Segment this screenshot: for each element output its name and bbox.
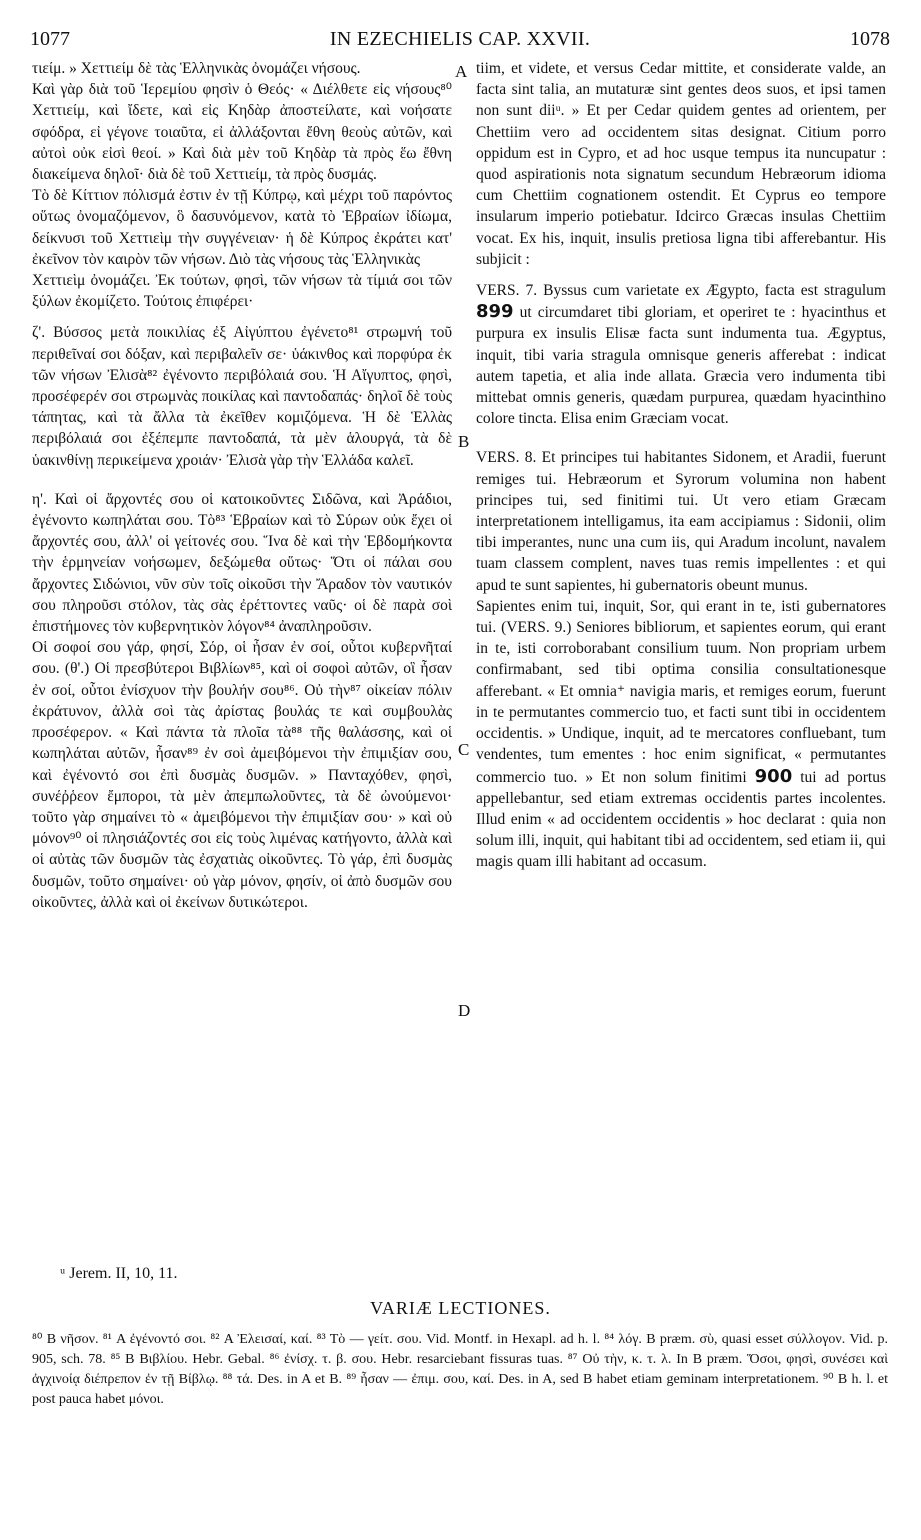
spacer bbox=[32, 471, 452, 489]
running-header bbox=[30, 28, 890, 54]
variae-lectiones bbox=[32, 1330, 888, 1410]
spacer bbox=[476, 429, 886, 447]
greek-paragraph: Τὸ δὲ Κίττιον πόλισμά ἐστιν ἐν τῇ Κύπρῳ, καὶ μέχρι τοῦ παρόντος οὕτως ὀνομαζόμενον, ὃ δασυνόμενον, κατὰ τὸ Ἑβραίων ἰδίωμα, δείκνυσι τοῦ Χεττιεὶμ τὴν συγγένειαν· ἡ δὲ Κύπρος ἐκράτει κατ' ἐκεῖνον τὸν καιρὸν τῶν νήσων. Διὸ τὰς νήσους τὰς Ἑλληνικὰς bbox=[32, 187, 452, 268]
spacer bbox=[476, 270, 886, 280]
greek-verse-9: Οἱ σοφοί σου γάρ, φησί, Σόρ, οἱ ἦσαν ἐν σοί, οὗτοι κυβερνῆταί σου. (θ'.) Οἱ πρεσβύτεροι Βιβλίων⁸⁵, καὶ οἱ σοφοὶ αὐτῶν, οἳ ἦσαν ἐν σοί, οὗτοι ἐνίσχυον τὴν βουλήν σου⁸⁶. Οὐ τὴν⁸⁷ οἰκείαν πόλιν ἐκράτυνον, ἀλλὰ σοὶ τὰς ἀρίστας βουλάς τε καὶ συμβουλὰς προσέφερον. « Καὶ πάντα τὰ πλοῖα τὰ⁸⁸ τῆς θαλάσσης, καὶ οἱ κωπηλάται αὐτῶν, ἦσαν⁸⁹ ἐν σοὶ ἀμειβόμενοι τὴν ἐπιμιξίαν σου, καὶ ἐγένοντό σοι ἐπὶ δυσμὰς δυσμῶν. » Πανταχόθεν, φησὶ, συνέῤῥεον ἔμποροι, τὰ μὲν ἀπεμπωλοῦντες, τὰ δὲ ὠνούμενοι· τοῦτο γὰρ σημαίνει τὸ « ἀμειβόμενοι τὴν ἐπιμιξίαν σου· » καὶ οὐ μόνον⁹⁰ οἱ πλησιάζοντές σοι εἰς τοὺς λιμένας κατήγοντο, ἀλλὰ καὶ οἱ αὐτὰς τῶν δυσμῶν τὰς ἐσχατιὰς οἰκοῦντες. Τὸ γάρ, ἐπὶ δυσμὰς δυσμῶν, τοῦτο σημαίνει· οὐ γὰρ μόνον, φησίν, οἱ ἀπὸ δυσμῶν σου οἰκοῦντες, ἀλλὰ καὶ οἱ ἐκείνων δυτικώτεροι. bbox=[32, 639, 452, 911]
margin-marker-a: A bbox=[455, 62, 468, 81]
greek-paragraph: τιείμ. » Χεττιείμ δὲ τὰς Ἑλληνικὰς ὀνομάζει νήσους. bbox=[32, 60, 361, 77]
page-number-left: 1077 bbox=[30, 28, 70, 50]
latin-verse-9-start: Sapientes enim tui, inquit, Sor, qui erant in te, isti gubernatores tui. (VERS. 9.) Seniores bibliorum, et sapientes eorum, qui erant in te, isti corroborabant consilium tuum. Non propriam urbem confirmabant, sed tibi optima consilia consultationesque afferebant. « Et omnia⁺ navigia maris, et remiges eorum, fuerunt in te permutantes commercio tuo, et facti sunt tibi in occidentem occidentis. » Undique, inquit, ad te mercatores confluebant, tum vendentes, tum ementes : hoc enim significat, « permutantes commercio tuo. » Et non solum finitimi bbox=[476, 597, 886, 786]
margin-marker-c: C bbox=[458, 740, 470, 759]
greek-paragraph: Καὶ γὰρ διὰ τοῦ Ἱερεμίου φησὶν ὁ Θεός· « Διέλθετε εἰς νήσους⁸⁰ Χεττιείμ, καὶ ἴδετε, καὶ εἰς Κηδὰρ ἀποστείλατε, καὶ νοήσατε σφόδρα, εἰ γέγονε τοιαῦτα, εἰ ἀλλάξονται ἔθνη θεοὺς αὐτῶν, καὶ αὐτοὶ οὐκ εἰσὶ θεοί. » Καὶ διὰ μὲν τοῦ Κηδὰρ τὰ πρὸς ἕω ἔθνη διακείμενα δηλοῖ· διὰ δὲ τοῦ Χεττιείμ, τὰ πρὸς δυσμάς. bbox=[32, 81, 452, 184]
column-number-899: 899 bbox=[476, 301, 514, 323]
latin-verse-7-start: VERS. 7. Byssus cum varietate ex Ægypto, facta est stragulum bbox=[476, 282, 886, 300]
margin-marker-d: D bbox=[458, 1001, 471, 1020]
greek-paragraph: Χεττιεὶμ ὀνομάζει. Ἐκ τούτων, φησὶ, τῶν νήσων τὰ τίμιά σοι τῶν ξύλων ἐκομίζετο. Τούτοις ἐπιφέρει· bbox=[32, 272, 452, 311]
variae-lectiones-text: ⁸⁰ B νῆσον. ⁸¹ A ἐγένοντό σοι. ⁸² A Ἐλεισαί, καί. ⁸³ Τὸ — γείτ. σου. Vid. Montf. in Hexapl. ad h. l. ⁸⁴ λόγ. B præm. σὺ, quasi esset σύλλογον. Vid. p. 905, sch. 78. ⁸⁵ B Βιβλίου. Hebr. Gebal. ⁸⁶ ἐνίσχ. τ. β. σου. Hebr. resarciebant fissuras tuas. ⁸⁷ Οὐ τὴν, κ. τ. λ. In B præm. Ὅσοι, φησὶ, συνέσει καὶ ἀγχινοίᾳ διέπρεπον ἐν τῇ Βίβλῳ. ⁸⁸ τά. Des. in A et B. ⁸⁹ ἦσαν — ἐπιμ. σου, καί. Des. in A, sed B habet etiam geminam interpretationem. ⁹⁰ B h. l. et post pauca habet μόνοι. bbox=[32, 1332, 888, 1407]
spacer bbox=[32, 312, 452, 322]
latin-verse-9 bbox=[476, 596, 886, 873]
latin-paragraph: tiim, et videte, et versus Cedar mittite, et considerate valde, an facta sint talia, an mutaturæ sint gentes deos suos, et ipsi tamen non sunt diiᵘ. » Et per Cedar quidem gentes ad orientem, per Chettiim vero ad occidentem sitas designat. Citium porro oppidum est in Cypro, et ad hoc usque tempus ita nuncupatur : quod aspirationis nota signatum secundum Hebræorum idioma cum Chettiim cognationem ostendit. Et Cyprus eo tempore insularum imperio potiebatur. Idcirco Græcas insulas Chettiim vocat. Ex his, inquit, insulis pretiosa ligna tibi afferebantur. His subjicit : bbox=[476, 60, 886, 268]
column-number-900: 900 bbox=[754, 765, 793, 787]
running-title: IN EZECHIELIS CAP. XXVII. bbox=[329, 28, 591, 50]
greek-verse-8: η'. Καὶ οἱ ἄρχοντές σου οἱ κατοικοῦντες Σιδῶνα, καὶ Ἀράδιοι, ἐγένοντο κωπηλάται σου. Τὸ⁸³ Ἑβραίων καὶ τὸ Σύρων οὐκ ἔχει οἱ ἄρχοντές σου, ἀλλ' οἱ γείτονές σου. Ἵνα δὲ καὶ τὴν Ἑβδομήκοντα τὴν ἑρμηνείαν νοήσωμεν, δεξώμεθα οὕτως· Ὅτι οἱ πάλαι σου ἄρχοντες Σιδώνιοι, νῦν σὺν τοῖς οἰκοῦσι τὴν Ἄραδον τὸν ναυτικόν σου πληροῦσι στόλον, τὰς σὰς ἐρέττοντες ναῦς· οἱ δὲ παρὰ σοὶ ἐπιστήμονες τὸν κυβερνητικὸν λόγον⁸⁴ ἀναπληροῦσιν. bbox=[32, 490, 452, 636]
latin-column bbox=[476, 58, 886, 873]
variae-lectiones-title: VARIÆ LECTIONES. bbox=[370, 1298, 551, 1318]
footnote: ᵘ Jerem. II, 10, 11. bbox=[60, 1265, 178, 1282]
greek-column bbox=[32, 58, 452, 913]
latin-verse-7-end: ut circumdaret tibi gloriam, et operiret te : hyacinthus et purpura ex insulis Elisæ facta sunt indumenta tua. Ægyptus, inquit, tibi varia stragula omnisque generis afferebat : indicat autem tapetia, et alia inde allata. Græcia vero indumenta tibi mittebat omnis generis, quædam purpurea, quædam hyacinthino colore tincta. Elisa enim Græciam vocat. bbox=[476, 304, 886, 428]
greek-verse-7: ζ'. Βύσσος μετὰ ποικιλίας ἐξ Αἰγύπτου ἐγένετο⁸¹ στρωμνή τοῦ περιθεῖναί σοι δόξαν, καὶ περιβαλεῖν σε· ὑάκινθος καὶ πορφύρα ἐκ τῶν νήσων Ἐλισὰ⁸² ἐγένοντο περιβόλαιά σου. Ἡ Αἴγυπτος, φησὶ, προσέφερέν σοι στρωμνὰς ποικίλας καὶ παντοδαπάς· δηλοῖ δὲ τοὺς τάπητας, καὶ τὰ ἄλλα τὰ ἐκεῖθεν κομιζόμενα. Ἡ δὲ Ἑλλὰς περιβόλαιά σοι ἐξέπεμπε παντοδαπά, τὰ μὲν ἁλουργά, τὰ δὲ ὑακινθίνῃ περικείμενα χροιάν· Ἐλισὰ γὰρ τὴν Ἑλλάδα καλεῖ. bbox=[32, 324, 452, 469]
margin-marker-b: B bbox=[458, 432, 470, 451]
latin-verse-8: VERS. 8. Et principes tui habitantes Sidonem, et Aradii, fuerunt remiges tui. Hebræorum et Syrorum volumina non habent principes tui, sed finitimi tui. Ut vero etiam Græcam interpretationem intelligamus, ita eam accipiamus : Sidonii, olim tibi imperantes, nunc una cum iis, qui Aradum incolunt, navalem tuam classem complent, naves tuas remis impellentes : et qui apud te sunt sapientes, hi gubernatoris obeunt munus. bbox=[476, 449, 886, 594]
latin-verse-7 bbox=[476, 280, 886, 429]
latin-verse-9-end: tui ad portus appellebantur, sed etiam extremas occidentis partes incolentes. Illud enim « ad occidentem occidentis » hoc declarat : quia non solum illi, inquit, qui habitant tibi ad occidentem, sed etiam ii, qui magis quam illi habitant ad occasum. bbox=[476, 768, 887, 871]
page-number-right: 1078 bbox=[850, 28, 890, 50]
